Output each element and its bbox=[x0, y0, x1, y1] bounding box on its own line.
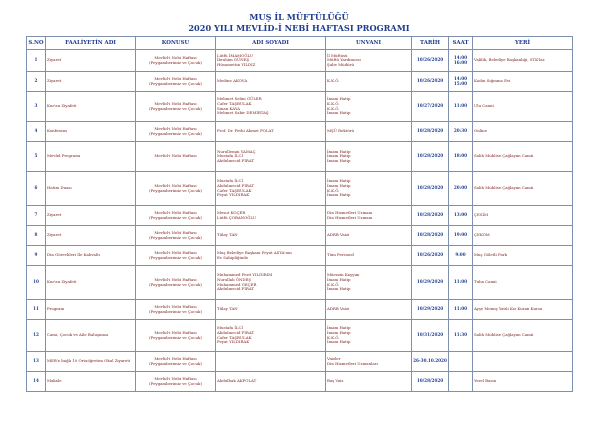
title-cell bbox=[326, 206, 412, 226]
table-row bbox=[27, 320, 573, 352]
activity-cell: Ziyaret bbox=[46, 226, 136, 246]
subject-cell-line: Mevlid-i Nebi Haftası bbox=[154, 182, 197, 188]
name-cell-line: Cafer TAŞBULAK bbox=[217, 187, 252, 193]
location-cell bbox=[473, 352, 573, 372]
subject-cell-line: (Peygamberimiz ve Çocuk) bbox=[149, 105, 202, 111]
activity-cell: Cami, Çocuk ve Aile Buluşması bbox=[46, 320, 136, 352]
title-cell bbox=[326, 50, 412, 72]
time-cell bbox=[449, 72, 473, 92]
table-row bbox=[27, 372, 573, 392]
subject-cell-line: (Peygamberimiz ve Çocuk) bbox=[149, 234, 202, 240]
name-cell bbox=[216, 372, 326, 392]
table-row bbox=[27, 172, 573, 206]
sno-cell: 1 bbox=[27, 50, 46, 72]
name-cell-line: Lütfü ÇOBANOĞLU bbox=[217, 214, 257, 220]
activity-cell: Program bbox=[46, 300, 136, 320]
column-header: KONUSU bbox=[136, 37, 216, 50]
time-cell bbox=[449, 352, 473, 372]
title-cell bbox=[326, 266, 412, 300]
title-cell-line: ADRB Vaizi bbox=[327, 232, 350, 238]
name-cell-line: Tülay TAN bbox=[217, 306, 238, 312]
title-cell-line: İmam Hatip bbox=[327, 178, 351, 184]
activity-cell: Din Görevlileri İle Kahvaltı bbox=[46, 246, 136, 266]
time-cell-line: 9:00 bbox=[455, 252, 466, 258]
name-cell-line: Sinan KAYA bbox=[217, 105, 240, 111]
title-cell-line: İmam Hatip bbox=[327, 110, 351, 116]
title-cell-line: K.K.Ö. bbox=[327, 187, 340, 193]
time-cell-line: 13:00 bbox=[453, 212, 468, 218]
activity-cell: Kur'an Ziyafeti bbox=[46, 92, 136, 122]
name-cell bbox=[216, 320, 326, 352]
table-row bbox=[27, 142, 573, 172]
name-cell-line: Medine AKOVA bbox=[217, 78, 248, 84]
time-cell bbox=[449, 206, 473, 226]
subject-cell-line: (Peygamberimiz ve Çocuk) bbox=[149, 214, 202, 220]
subject-cell-line: (Peygamberimiz ve Çocuk) bbox=[149, 254, 202, 260]
location-cell: Kadın Sığınma Evi bbox=[473, 72, 573, 92]
time-cell-line: 11:00 bbox=[453, 306, 468, 312]
location-cell: Ulu Camii bbox=[473, 92, 573, 122]
subject-cell bbox=[136, 72, 216, 92]
column-header: FAALİYETİN ADI bbox=[46, 37, 136, 50]
title-cell bbox=[326, 172, 412, 206]
location-cell: Salih Muhlise Çağlayan Camii bbox=[473, 320, 573, 352]
date-cell: 10/28/2020 bbox=[412, 206, 449, 226]
name-cell bbox=[216, 206, 326, 226]
title-cell-line: K.K.Ö. bbox=[327, 100, 340, 106]
name-cell-line: Abdulmecid FIRAT bbox=[217, 157, 255, 163]
activity-cell: Ziyaret bbox=[46, 206, 136, 226]
table-header-row bbox=[27, 37, 573, 50]
table-row bbox=[27, 352, 573, 372]
table-row bbox=[27, 72, 573, 92]
subject-cell-line: Mevlid-i Nebi Haftası bbox=[154, 75, 197, 81]
title-cell-line: İmam Hatip bbox=[327, 276, 351, 282]
name-cell-line: Abdulmecid FIRAT bbox=[217, 286, 255, 292]
subject-cell bbox=[136, 320, 216, 352]
location-cell: Salih Muhlise Çağlayan Camii bbox=[473, 172, 573, 206]
time-cell bbox=[449, 142, 473, 172]
sno-cell: 4 bbox=[27, 122, 46, 142]
column-header: ADI SOYADI bbox=[216, 37, 326, 50]
title-cell bbox=[326, 246, 412, 266]
name-cell bbox=[216, 92, 326, 122]
sno-cell: 8 bbox=[27, 226, 46, 246]
name-cell-line: Nurullemin YAMAÇ bbox=[217, 148, 256, 154]
time-cell bbox=[449, 50, 473, 72]
activity-cell: Mevlid Programı bbox=[46, 142, 136, 172]
time-cell-line: 11:00 bbox=[453, 103, 468, 109]
subject-cell-line: Mevlid-i Nebi Haftası bbox=[154, 303, 197, 309]
activity-cell: Kur'an Ziyafeti bbox=[46, 266, 136, 300]
name-cell bbox=[216, 226, 326, 246]
subject-cell-line: Mevlid-i Nebi Haftası bbox=[154, 54, 197, 60]
subject-cell-line: Mevlid-i Nebi Haftası bbox=[154, 100, 197, 106]
name-cell-line: Mesut KOÇER bbox=[217, 209, 246, 215]
title-cell-line: K.K.Ö. bbox=[327, 105, 340, 111]
title-cell-line: İmam Hatip bbox=[327, 325, 351, 331]
time-cell-line: 20:00 bbox=[453, 185, 468, 191]
name-cell-line: Prof. Dr. Fethi Ahmet POLAT bbox=[217, 128, 274, 134]
column-header: UNVANI bbox=[326, 37, 412, 50]
location-cell: Online bbox=[473, 122, 573, 142]
title-cell-line: Vaizler bbox=[327, 355, 341, 361]
title-cell-line: Din Hizmetleri Uzmanları bbox=[327, 360, 378, 366]
location-cell: ÇESİM bbox=[473, 206, 573, 226]
table-row bbox=[27, 246, 573, 266]
subject-cell bbox=[136, 172, 216, 206]
column-header: TARİH bbox=[412, 37, 449, 50]
title-cell-line: Din Hizmetleri Uzmanı bbox=[327, 214, 373, 220]
subject-cell bbox=[136, 226, 216, 246]
time-cell bbox=[449, 320, 473, 352]
date-cell: 10/28/2020 bbox=[412, 122, 449, 142]
subject-cell-line: Mevlid-i Nebi Haftası bbox=[154, 355, 197, 361]
name-cell-line: Abdulmecid FIRAT bbox=[217, 182, 255, 188]
time-cell-line: 11:00 bbox=[453, 279, 468, 285]
subject-cell bbox=[136, 352, 216, 372]
name-cell-line: Hüsamettin YILDIZ bbox=[217, 61, 256, 67]
date-cell: 10/28/2020 bbox=[412, 372, 449, 392]
title-cell-line: K.K.Ö. bbox=[327, 334, 340, 340]
program-table bbox=[26, 36, 573, 392]
subject-cell bbox=[136, 266, 216, 300]
name-cell-line: Muhammed Ferit YILDIRIM bbox=[217, 272, 273, 278]
subject-cell-line: (Peygamberimiz ve Çocuk) bbox=[149, 59, 202, 65]
date-cell: 10/29/2020 bbox=[412, 266, 449, 300]
title-cell-line: Müezzin Kayyım bbox=[327, 272, 360, 278]
title-cell-line: İmam Hatip bbox=[327, 96, 351, 102]
date-cell: 10/26/2020 bbox=[412, 72, 449, 92]
name-cell bbox=[216, 300, 326, 320]
date-cell: 10/29/2020 bbox=[412, 300, 449, 320]
sno-cell: 3 bbox=[27, 92, 46, 122]
name-cell-line: Mehmet Sabir DEMİRTAŞ bbox=[217, 110, 269, 116]
sno-cell: 13 bbox=[27, 352, 46, 372]
location-cell: Muş Göletli Park bbox=[473, 246, 573, 266]
name-cell-line: Mustafa İLCİ bbox=[217, 325, 243, 331]
sno-cell: 5 bbox=[27, 142, 46, 172]
sno-cell: 9 bbox=[27, 246, 46, 266]
date-cell: 10/31/2020 bbox=[412, 320, 449, 352]
title-cell-line: İmam Hatip bbox=[327, 157, 351, 163]
subject-cell-line: (Peygamberimiz ve Çocuk) bbox=[149, 360, 202, 366]
subject-cell bbox=[136, 372, 216, 392]
date-cell: 10/27/2020 bbox=[412, 92, 449, 122]
title-cell bbox=[326, 122, 412, 142]
table-row bbox=[27, 50, 573, 72]
sno-cell: 7 bbox=[27, 206, 46, 226]
name-cell bbox=[216, 50, 326, 72]
name-cell-line: Abdulmecid FIRAT bbox=[217, 329, 255, 335]
subject-cell-line: Mevlid-i Nebi Haftası bbox=[154, 276, 197, 282]
title-cell bbox=[326, 72, 412, 92]
subject-cell-line: Mevlid-i Nebi Haftası bbox=[154, 229, 197, 235]
sno-cell: 11 bbox=[27, 300, 46, 320]
subject-cell-line: (Peygamberimiz ve Çocuk) bbox=[149, 80, 202, 86]
name-cell bbox=[216, 72, 326, 92]
name-cell-line: Cafer TAŞBULAK bbox=[217, 100, 252, 106]
title-cell-line: İl Müftüsü bbox=[327, 52, 348, 58]
name-cell-line: Cafer TAŞBULAK bbox=[217, 334, 252, 340]
program-table-body bbox=[27, 50, 573, 392]
subject-cell-line: (Peygamberimiz ve Çocuk) bbox=[149, 334, 202, 340]
subject-cell bbox=[136, 142, 216, 172]
time-cell bbox=[449, 122, 473, 142]
title-cell-line: İmam Hatip bbox=[327, 153, 351, 159]
time-cell bbox=[449, 372, 473, 392]
name-cell-line: Nurullah ÖNDEŞ bbox=[217, 276, 252, 282]
time-cell-line: 16:00 bbox=[453, 59, 468, 65]
time-cell bbox=[449, 246, 473, 266]
location-cell: Salih Muhlise Çağlayan Camii bbox=[473, 142, 573, 172]
subject-cell-line: (Peygamberimiz ve Çocuk) bbox=[149, 308, 202, 314]
column-header: S.NO bbox=[27, 37, 46, 50]
title-cell bbox=[326, 320, 412, 352]
title-cell-line: Müftü Yardımcısı bbox=[327, 57, 361, 63]
time-cell bbox=[449, 266, 473, 300]
title-cell bbox=[326, 372, 412, 392]
subject-cell-line: (Peygamberimiz ve Çocuk) bbox=[149, 130, 202, 136]
table-row bbox=[27, 92, 573, 122]
time-cell-line: 14:00 bbox=[453, 75, 468, 81]
activity-cell: MEB'e bağlı 10 Ortaöğretim Okul Ziyareti bbox=[46, 352, 136, 372]
time-cell-line: 15:00 bbox=[453, 80, 468, 86]
title-cell-line: İmam Hatip bbox=[327, 182, 351, 188]
title-cell-line: İmam Hatip bbox=[327, 148, 351, 154]
subject-cell-line: Mevlid-i Nebi Haftası bbox=[154, 209, 197, 215]
title-cell-line: ADRB Vaizi bbox=[327, 306, 350, 312]
subject-cell-line: Mevlid-i Nebi Haftası bbox=[154, 249, 197, 255]
title-cell-line: Din Hizmetleri Uzmanı bbox=[327, 209, 373, 215]
subject-cell-line: (Peygamberimiz ve Çocuk) bbox=[149, 187, 202, 193]
title-cell-line: MŞÜ Rektörü bbox=[327, 128, 355, 134]
name-cell-line: Feyat YILDIRAK bbox=[217, 192, 250, 198]
date-cell: 10/28/2020 bbox=[412, 172, 449, 206]
name-cell-line: İbrahim GÜNEŞ bbox=[217, 57, 250, 63]
name-cell-line: Mustafa İLCİ bbox=[217, 153, 243, 159]
time-cell-line: 14:00 bbox=[453, 54, 468, 60]
location-cell: Ayşe Memiş Yatılı Kız Kuran Kursu bbox=[473, 300, 573, 320]
time-cell bbox=[449, 92, 473, 122]
table-row bbox=[27, 122, 573, 142]
document-title-line1: MUŞ İL MÜFTÜLÜĞÜ bbox=[249, 12, 349, 22]
column-header: YERİ bbox=[473, 37, 573, 50]
title-cell bbox=[326, 300, 412, 320]
title-cell bbox=[326, 352, 412, 372]
activity-cell: Makale bbox=[46, 372, 136, 392]
name-cell bbox=[216, 266, 326, 300]
name-cell bbox=[216, 122, 326, 142]
name-cell-line: Lütfü İMAMOĞLU bbox=[217, 52, 254, 58]
title-cell-line: K.K.Ö. bbox=[327, 78, 340, 84]
name-cell bbox=[216, 172, 326, 206]
date-cell: 10/26/2020 bbox=[412, 50, 449, 72]
location-cell: ÇEKOM bbox=[473, 226, 573, 246]
date-cell: 10/28/2020 bbox=[412, 142, 449, 172]
time-cell-line: 11:30 bbox=[453, 332, 468, 338]
table-row bbox=[27, 206, 573, 226]
name-cell-line: Muhammed GEÇER bbox=[217, 281, 257, 287]
subject-cell bbox=[136, 300, 216, 320]
name-cell bbox=[216, 352, 326, 372]
time-cell bbox=[449, 300, 473, 320]
name-cell-line: Ev Sahipliğinde bbox=[217, 254, 249, 260]
table-row bbox=[27, 300, 573, 320]
name-cell-line: Abdulbak AKPOLAT bbox=[217, 378, 257, 384]
location-cell: Tuba Camii bbox=[473, 266, 573, 300]
name-cell-line: Mehmet Selim GÜLER bbox=[217, 96, 262, 102]
table-row bbox=[27, 266, 573, 300]
title-cell-line: İmam Hatip bbox=[327, 192, 351, 198]
subject-cell bbox=[136, 122, 216, 142]
sno-cell: 2 bbox=[27, 72, 46, 92]
subject-cell-line: (Peygamberimiz ve Çocuk) bbox=[149, 281, 202, 287]
title-cell-line: İmam Hatip bbox=[327, 339, 351, 345]
subject-cell-line: Mevlid-i Nebi Haftası bbox=[154, 375, 197, 381]
sno-cell: 14 bbox=[27, 372, 46, 392]
time-cell-line: 20:30 bbox=[453, 128, 468, 134]
program-document bbox=[26, 12, 572, 392]
subject-cell bbox=[136, 50, 216, 72]
title-cell-line: Tüm Personel bbox=[327, 252, 355, 258]
sno-cell: 10 bbox=[27, 266, 46, 300]
subject-cell-line: Mevlid-i Nebi Haftası bbox=[154, 153, 197, 159]
subject-cell-line: (Peygamberimiz ve Çocuk) bbox=[149, 380, 202, 386]
column-header: SAAT bbox=[449, 37, 473, 50]
activity-cell: Hatim Duası bbox=[46, 172, 136, 206]
title-cell bbox=[326, 226, 412, 246]
title-cell-line: İmam Hatip bbox=[327, 329, 351, 335]
time-cell bbox=[449, 172, 473, 206]
location-cell: Yerel Basın bbox=[473, 372, 573, 392]
time-cell-line: 18:00 bbox=[453, 153, 468, 159]
name-cell-line: Tülay TAN bbox=[217, 232, 238, 238]
sno-cell: 6 bbox=[27, 172, 46, 206]
title-cell-line: Şube Müdürü bbox=[327, 61, 355, 67]
activity-cell: Konferans bbox=[46, 122, 136, 142]
title-cell-line: K.K.Ö. bbox=[327, 281, 340, 287]
activity-cell: Ziyaret bbox=[46, 50, 136, 72]
time-cell-line: 19:00 bbox=[453, 232, 468, 238]
activity-cell: Ziyaret bbox=[46, 72, 136, 92]
subject-cell bbox=[136, 246, 216, 266]
name-cell bbox=[216, 246, 326, 266]
subject-cell bbox=[136, 206, 216, 226]
title-cell-line: Baş Vaiz bbox=[327, 378, 344, 384]
title-cell bbox=[326, 142, 412, 172]
subject-cell-line: Mevlid-i Nebi Haftası bbox=[154, 125, 197, 131]
document-title-line2: 2020 YILI MEVLİD-İ NEBİ HAFTASI PROGRAMI bbox=[188, 23, 410, 33]
name-cell-line: Muş Belediye Başkanı Feyat ASYA'nın bbox=[217, 249, 292, 255]
time-cell bbox=[449, 226, 473, 246]
sno-cell: 12 bbox=[27, 320, 46, 352]
location-cell: Valilik, Belediye Başkanlığı, STK'lar. bbox=[473, 50, 573, 72]
title-cell-line: İmam Hatip bbox=[327, 286, 351, 292]
date-cell: 26-30.10.2020 bbox=[412, 352, 449, 372]
date-cell: 10/28/2020 bbox=[412, 226, 449, 246]
subject-cell bbox=[136, 92, 216, 122]
subject-cell-line: Mevlid-i Nebi Haftası bbox=[154, 329, 197, 335]
table-row bbox=[27, 226, 573, 246]
title-cell bbox=[326, 92, 412, 122]
name-cell-line: Feyat YILDIRAK bbox=[217, 339, 250, 345]
name-cell-line: Mustafa İLCİ bbox=[217, 178, 243, 184]
name-cell bbox=[216, 142, 326, 172]
date-cell: 10/26/2020 bbox=[412, 246, 449, 266]
